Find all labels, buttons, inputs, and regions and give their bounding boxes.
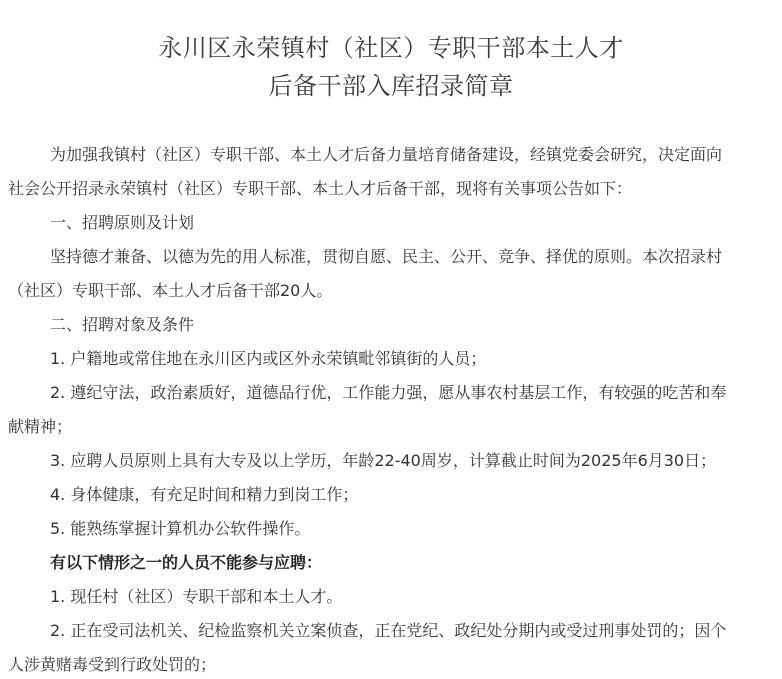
intro-paragraph-line-1: 为加强我镇村（社区）专职干部、本土人才后备力量培育储备建设，经镇党委会研究，决定面向 (50, 145, 723, 164)
intro-paragraph-line-2: 社会公开招录永荣镇村（社区）专职干部、本土人才后备干部，现将有关事项公告如下： (8, 179, 633, 198)
exclusion-item-2-line-1: 2. 正在受司法机关、纪检监察机关立案侦查，正在党纪、政纪处分期内或受过刑事处罚的；因个 (50, 621, 727, 640)
condition-item-3: 3. 应聘人员原则上具有大专及以上学历，年龄22-40周岁，计算截止时间为2025年6月30日； (50, 451, 717, 470)
principles-paragraph-line-1: 坚持德才兼备、以德为先的用人标准，贯彻自愿、民主、公开、竞争、择优的原则。本次招录村 (50, 247, 723, 266)
exclusion-item-1: 1. 现任村（社区）专职干部和本土人才。 (50, 587, 343, 606)
principles-paragraph-line-2: （社区）专职干部、本土人才后备干部20人。 (8, 281, 333, 300)
condition-item-2-line-2: 献精神； (8, 417, 73, 436)
condition-item-4: 4. 身体健康，有充足时间和精力到岗工作； (50, 485, 359, 504)
exclusion-heading: 有以下情形之一的人员不能参与应聘： (50, 553, 323, 572)
section-heading-conditions: 二、招聘对象及条件 (50, 315, 195, 334)
document-title-line-1: 永川区永荣镇村（社区）专职干部本土人才 (158, 34, 624, 62)
section-heading-principles: 一、招聘原则及计划 (50, 213, 195, 232)
document-title-line-2: 后备干部入库招录简章 (268, 72, 514, 100)
condition-item-1: 1. 户籍地或常住地在永川区内或区外永荣镇毗邻镇街的人员； (50, 349, 487, 368)
exclusion-item-2-line-2: 人涉黄赌毒受到行政处罚的； (8, 655, 217, 674)
condition-item-2-line-1: 2. 遵纪守法，政治素质好，道德品行优，工作能力强，愿从事农村基层工作，有较强的吃苦和奉 (50, 383, 727, 402)
condition-item-5: 5. 能熟练掌握计算机办公软件操作。 (50, 519, 311, 538)
